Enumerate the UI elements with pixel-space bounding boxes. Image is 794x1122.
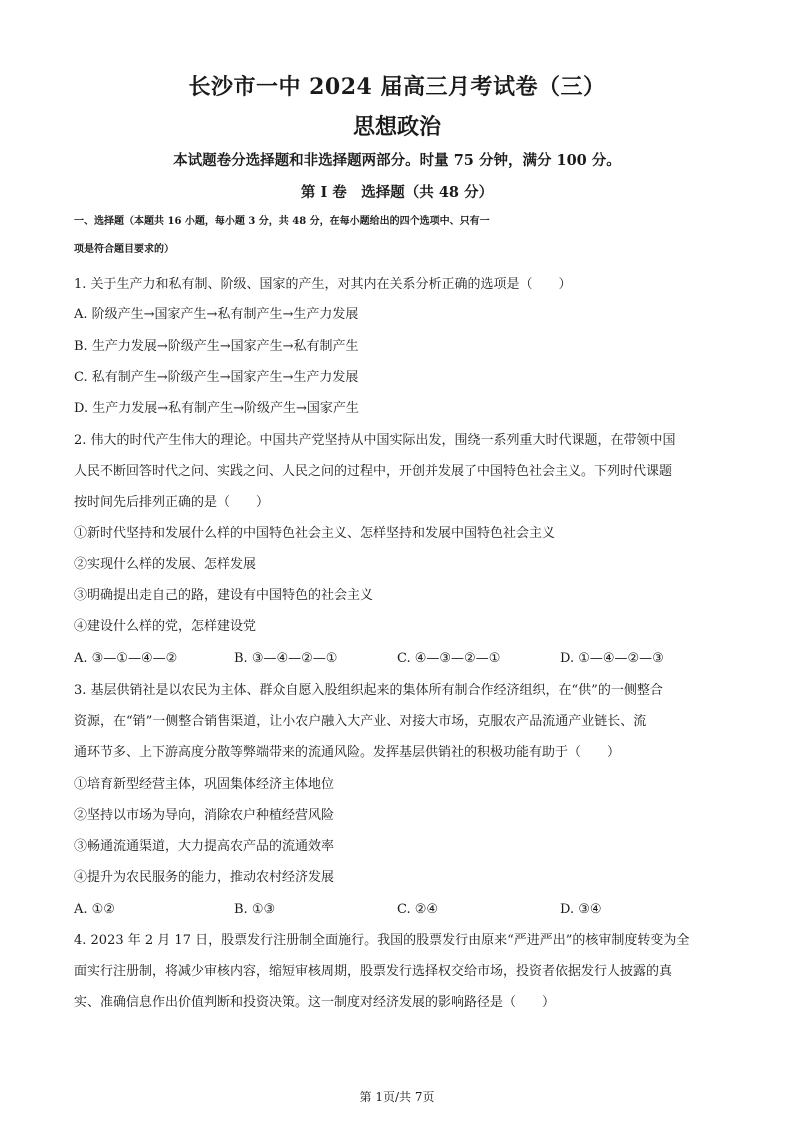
q3-stem-line3: 通环节多、上下游高度分散等弊端带来的流通风险。发挥基层供销社的积极功能有助于（ ） [74, 745, 621, 760]
q2-statement-1: ①新时代坚持和发展什么样的中国特色社会主义、怎样坚持和发展中国特色社会主义 [74, 526, 556, 541]
q2-statement-2: ②实现什么样的发展、怎样发展 [74, 557, 257, 572]
q2-stem-line2: 人民不断回答时代之问、实践之问、人民之问的过程中，开创并发展了中国特色社会主义。下列时代课题 [74, 464, 673, 479]
q2-option-a: A. ③—①—④—② [74, 651, 178, 666]
q4-stem-line3: 实、准确信息作出价值判断和投资决策。这一制度对经济发展的影响路径是（ ） [74, 995, 556, 1010]
section-heading [74, 208, 734, 264]
q4-stem-line1: 4. 2023 年 2 月 17 日，股票发行注册制全面施行。我国的股票发行由原来“严进严出”的核审制度转变为全 [74, 933, 690, 948]
q2-stem-line1: 2. 伟大的时代产生伟大的理论。中国共产党坚持从中国实际出发，围绕一系列重大时代课题，在带领中国 [74, 433, 676, 448]
q3-statement-2: ②坚持以市场为导向，消除农户种植经营风险 [74, 808, 335, 823]
q3-option-a: A. ①② [74, 902, 115, 917]
q3-statement-4: ④提升为农民服务的能力，推动农村经济发展 [74, 870, 335, 885]
q1-option-b: B. 生产力发展→阶级产生→国家产生→私有制产生 [74, 339, 359, 354]
q2-option-c: C. ④—③—②—① [397, 651, 501, 666]
q2-option-b: B. ③—④—②—① [234, 651, 338, 666]
section-heading-line2: 项是符合题目要求的） [74, 244, 174, 255]
section-heading-line1: 一、选择题（本题共 16 小题，每小题 3 分，共 48 分，在每小题给出的四个选项中、只有一 [74, 216, 490, 227]
q1-option-d: D. 生产力发展→私有制产生→阶级产生→国家产生 [74, 401, 359, 416]
page-number: 第 1页/共 7页 [359, 1090, 435, 1104]
q1-stem: 1. 关于生产力和私有制、阶级、国家的产生，对其内在关系分析正确的选项是（ ） [74, 277, 572, 292]
q3-option-c: C. ②④ [397, 902, 439, 917]
subject-title: 思想政治 [352, 114, 441, 140]
q4-stem-line2: 面实行注册制，将减少审核内容，缩短审核周期，股票发行选择权交给市场，投资者依据发行人披露的真 [74, 964, 673, 979]
exam-title: 长沙市一中 2024 届高三月考试卷（三） [188, 74, 606, 100]
q3-stem-line2: 资源，在“销”一侧整合销售渠道，让小农户融入大产业、对接大市场，克服农产品流通产业链长、流 [74, 714, 647, 729]
part-heading: 第 I 卷 选择题（共 48 分） [300, 184, 494, 201]
q3-statement-1: ①培育新型经营主体，巩固集体经济主体地位 [74, 777, 335, 792]
q1-option-a: A. 阶级产生→国家产生→私有制产生→生产力发展 [74, 307, 359, 322]
q3-stem-line1: 3. 基层供销社是以农民为主体、群众自愿入股组织起来的集体所有制合作经济组织，在“供”的一侧整合 [74, 683, 663, 698]
q2-statement-3: ③明确提出走自己的路，建设有中国特色的社会主义 [74, 588, 374, 603]
q1-option-c: C. 私有制产生→阶级产生→国家产生→生产力发展 [74, 370, 359, 385]
q3-statement-3: ③畅通流通渠道，大力提高农产品的流通效率 [74, 839, 335, 854]
q2-statement-4: ④建设什么样的党，怎样建设党 [74, 619, 257, 634]
q3-option-b: B. ①③ [234, 902, 276, 917]
exam-instructions: 本试题卷分选择题和非选择题两部分。时量 75 分钟，满分 100 分。 [173, 152, 621, 169]
q3-option-d: D. ③④ [560, 902, 602, 917]
q2-stem-line3: 按时间先后排列正确的是（ ） [74, 495, 270, 510]
q2-option-d: D. ①—④—②—③ [560, 651, 664, 666]
